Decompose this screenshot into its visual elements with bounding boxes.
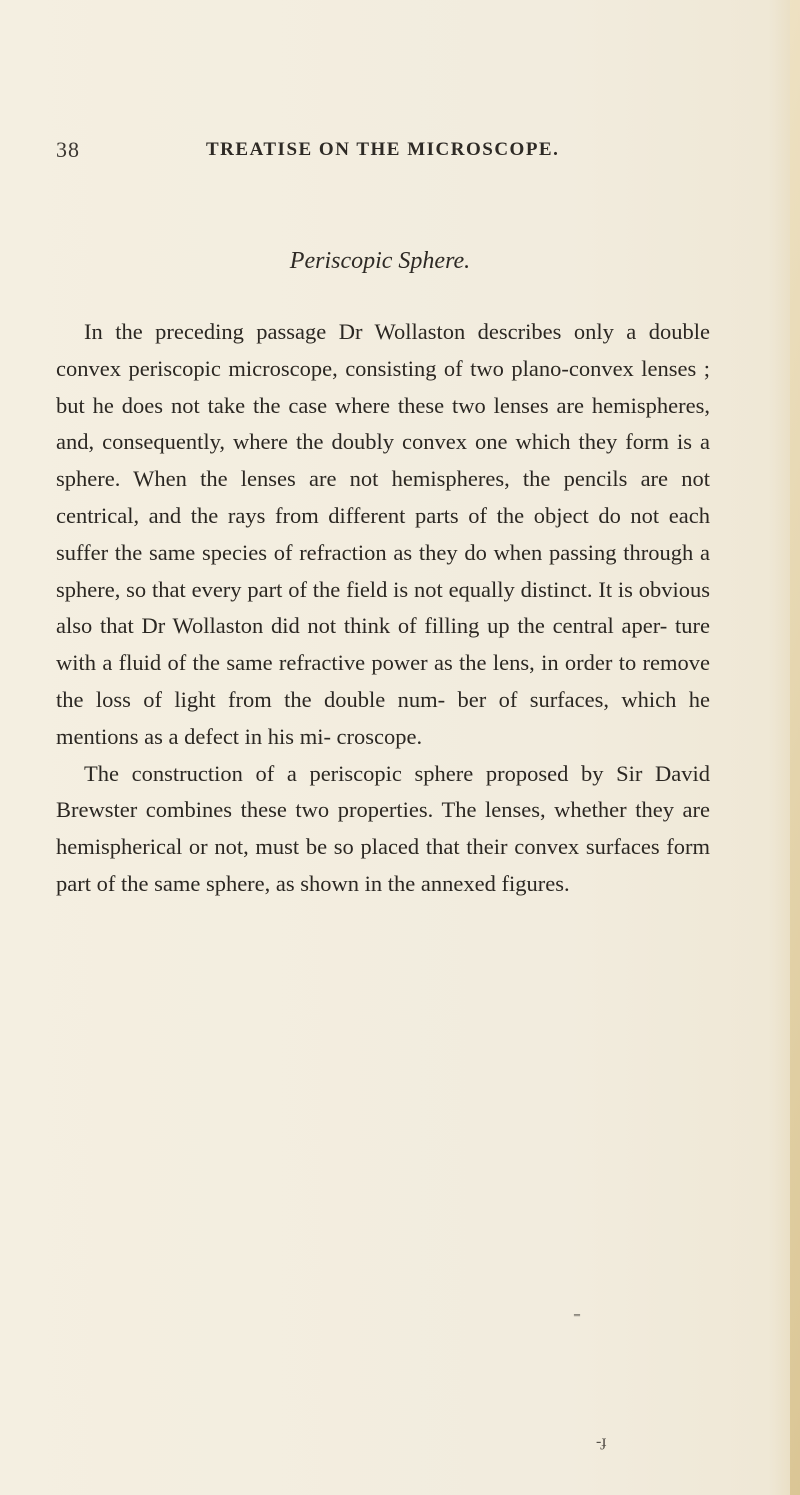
running-head: TREATISE ON THE MICROSCOPE. [206, 139, 560, 160]
stray-mark-lower: -ɟ [596, 1433, 607, 1450]
page-number: 38 [56, 137, 80, 162]
section-title: Periscopic Sphere. [289, 248, 471, 274]
paragraph-2: The construction of a periscopic sphere proposed by Sir David Brewster combines these two properties. The lenses, whether they are hemispherical or not, must be so placed that their convex surfaces form part of the same sphere, as shown in the annexed figures. [56, 760, 710, 896]
page-header [56, 137, 756, 167]
page-edge-stain [790, 0, 800, 1495]
paragraph-1: In the preceding passage Dr Wollaston describes only a double convex periscopic microscope, consisting of two plano-convex lenses ; but he does not take the case where these two lenses are hemispheres, and, consequently, where the doubly convex one which they form is a sphere. When the lenses are not hemispheres, the pencils are not centrical, and the rays from different parts of the object do not each suffer the same species of refraction as they do when passing through a sphere, so that every part of the field is not equally distinct. It is obvious also that Dr Wollaston did not think of filling up the central aper- ture with a fluid of the same refractive power as the lens, in order to remove the loss of light from the double num- ber of surfaces, which he mentions as a defect in his mi- croscope. [56, 319, 710, 749]
body-text [56, 314, 710, 903]
stray-mark-dash: ‗ [574, 1302, 580, 1316]
